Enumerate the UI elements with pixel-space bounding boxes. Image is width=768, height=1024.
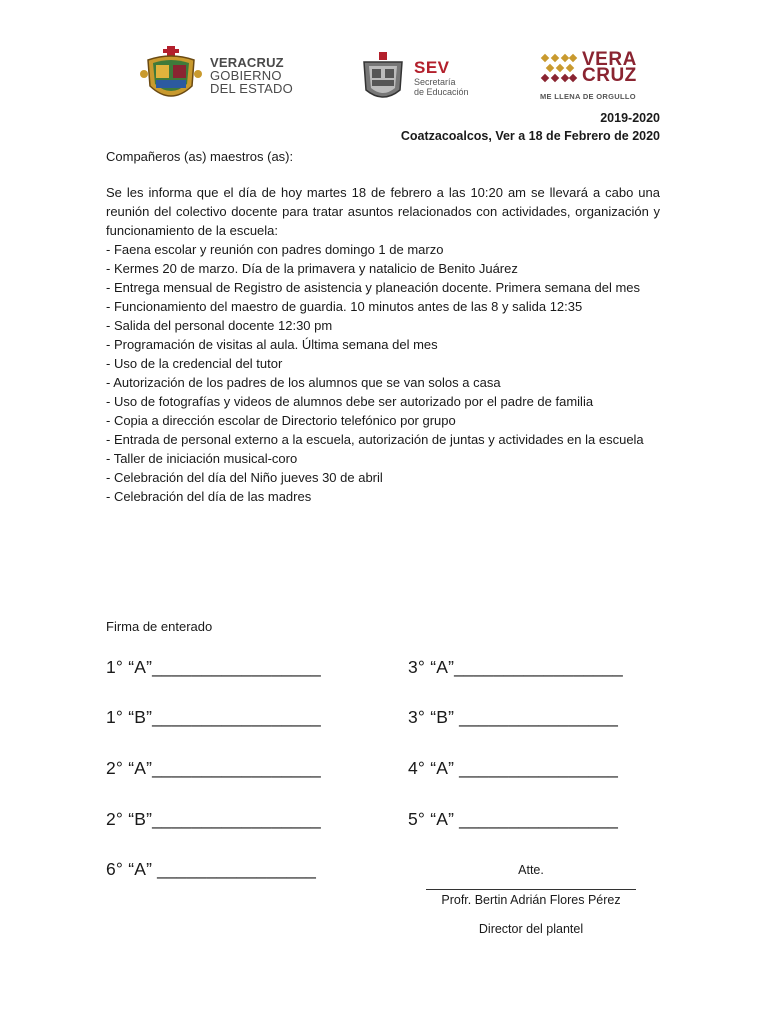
signature-line-6a: 6° “A” ________________ — [106, 859, 317, 879]
vc-tagline: ME LLENA DE ORGULLO — [540, 92, 636, 101]
sev-abbreviation: SEV — [414, 58, 450, 77]
place-date: Coatzacoalcos, Ver a 18 de Febrero de 2020 — [400, 129, 660, 143]
sev-line-1: Secretaría — [414, 77, 456, 87]
signature-line-1b: 1° “B”_________________ — [106, 707, 321, 727]
list-item: - Programación de visitas al aula. Última semana del mes — [106, 337, 438, 352]
signature-line-4a: 4° “A” ________________ — [408, 758, 619, 778]
signature-line-1a: 1° “A”_________________ — [106, 657, 321, 677]
vc-line-1: VERA — [582, 49, 637, 70]
list-item: - Celebración del día del Niño jueves 30 de abril — [106, 470, 383, 485]
list-item: - Copia a dirección escolar de Directorio telefónico por grupo — [106, 413, 456, 428]
signature-line-3b: 3° “B” ________________ — [408, 707, 619, 727]
list-item: - Taller de iniciación musical-coro — [106, 451, 298, 466]
intro-paragraph: Se les informa que el día de hoy martes 18 de febrero a las 10:20 am se llevará a cabo una reunión del colectivo docente para tratar asuntos relacionados con actividades, organización y funcionamiento de la escuela: — [106, 185, 660, 238]
firma-label: Firma de enterado — [106, 619, 213, 634]
director-name: Profr. Bertin Adrián Flores Pérez — [441, 893, 621, 907]
list-item: - Uso de la credencial del tutor — [106, 356, 283, 371]
sev-logo — [360, 52, 469, 104]
vc-line-2: CRUZ — [582, 65, 637, 86]
list-item: - Uso de fotografías y videos de alumnos debe ser autorizado por el padre de familia — [106, 394, 594, 409]
list-item: - Salida del personal docente 12:30 pm — [106, 318, 333, 333]
body-section — [106, 183, 660, 506]
signature-line-2b: 2° “B”_________________ — [106, 809, 321, 829]
sev-line-2: de Educación — [414, 87, 469, 97]
signature-line-5a: 5° “A” ________________ — [408, 809, 619, 829]
veracruz-coat-of-arms-icon — [140, 46, 202, 104]
school-year: 2019-2020 — [600, 111, 660, 125]
list-item: - Faena escolar y reunión con padres domingo 1 de marzo — [106, 242, 444, 257]
list-item: - Celebración del día de las madres — [106, 489, 312, 504]
gov-line-1: VERACRUZ — [210, 54, 284, 70]
list-item: - Kermes 20 de marzo. Día de la primavera y natalicio de Benito Juárez — [106, 261, 518, 276]
greeting: Compañeros (as) maestros (as): — [106, 149, 294, 164]
veracruz-pattern-icon — [540, 53, 578, 83]
list-item: - Entrada de personal externo a la escuela, autorización de juntas y actividades en la escuela — [106, 432, 644, 447]
atte-label: Atte. — [518, 863, 544, 877]
signature-line-3a: 3° “A”_________________ — [408, 657, 623, 677]
list-item: - Entrega mensual de Registro de asistencia y planeación docente. Primera semana del mes — [106, 280, 641, 295]
director-signature-rule — [426, 889, 636, 890]
gov-line-2: GOBIERNO — [210, 67, 282, 83]
sev-shield-icon — [360, 52, 406, 104]
header-logos — [135, 46, 690, 108]
list-item: - Funcionamiento del maestro de guardia. 10 minutos antes de las 8 y salida 12:35 — [106, 299, 583, 314]
veracruz-government-logo — [140, 46, 293, 104]
director-role: Director del plantel — [478, 922, 584, 936]
signature-line-2a: 2° “A”_________________ — [106, 758, 321, 778]
veracruz-orgullo-logo — [540, 49, 637, 101]
gov-line-3: DEL ESTADO — [210, 80, 293, 96]
list-item: - Autorización de los padres de los alumnos que se van solos a casa — [106, 375, 501, 390]
